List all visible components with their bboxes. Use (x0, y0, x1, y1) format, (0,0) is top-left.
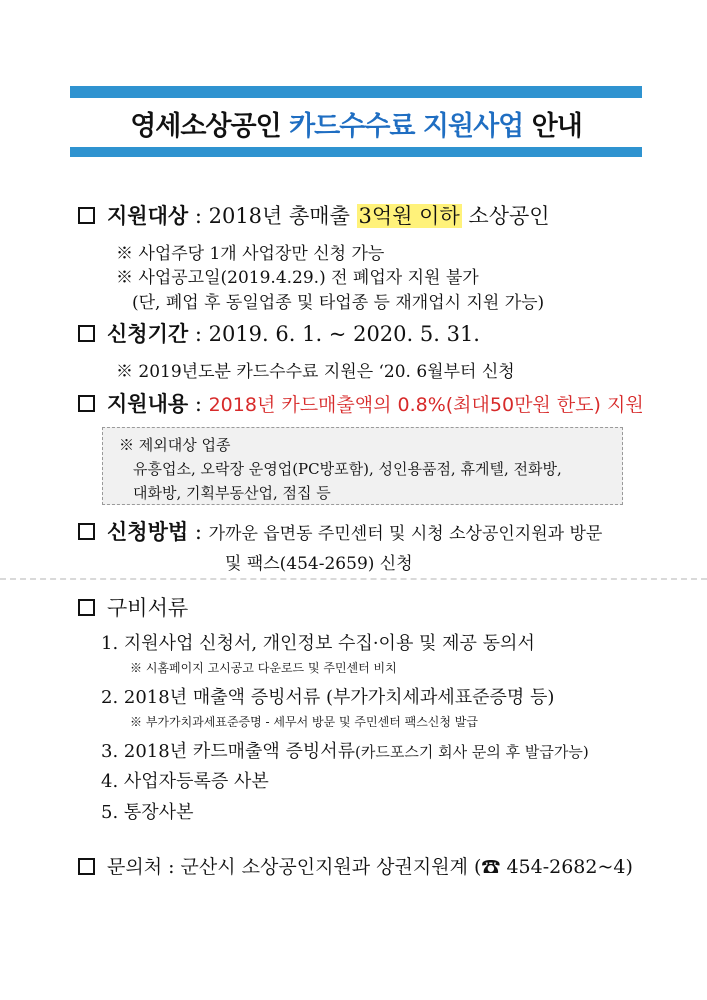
bottom-blue-bar (70, 147, 642, 157)
excluded-heading: ※ 제외대상 업종 (119, 436, 231, 454)
item-number: 4. (101, 771, 124, 792)
colon: : (162, 856, 181, 878)
checkbox-square-icon (78, 523, 95, 540)
checkbox-square-icon (78, 858, 95, 875)
document-item-5 (101, 798, 193, 824)
item-number: 2. (101, 687, 124, 708)
documents-section (78, 592, 188, 622)
document-item-4 (101, 767, 269, 793)
phone-icon: ☎ (481, 856, 501, 878)
checkbox-square-icon (78, 325, 95, 342)
divider (0, 578, 707, 580)
checkbox-square-icon (78, 395, 95, 412)
method-section (78, 516, 602, 546)
content-label: 지원내용 (107, 391, 189, 416)
item-text: 2018년 카드매출액 증빙서류 (123, 741, 356, 762)
title-part3: 안내 (523, 111, 582, 142)
target-note-3: (단, 폐업 후 동일업종 및 타업종 등 재개업시 지원 가능) (132, 293, 545, 313)
method-line-1: 가까운 읍면동 주민센터 및 시청 소상공인지원과 방문 (208, 524, 603, 544)
checkbox-square-icon (78, 207, 95, 224)
period-label: 신청기간 (107, 321, 189, 346)
method-label: 신청방법 (107, 519, 189, 544)
contact-section (78, 852, 633, 879)
item-number: 3. (101, 741, 124, 762)
top-blue-bar (70, 86, 642, 98)
excluded-box (102, 427, 623, 505)
page-title (70, 104, 642, 143)
contact-label: 문의처 (107, 856, 163, 878)
target-note-2: ※ 사업공고일(2019.4.29.) 전 폐업자 지원 불가 (116, 268, 479, 288)
title-part2: 카드수수료 지원사업 (289, 111, 524, 142)
checkbox-square-icon (78, 599, 95, 616)
item-extra: (카드포스기 회사 문의 후 발급가능) (355, 743, 589, 761)
item-text: 통장사본 (123, 802, 194, 823)
target-note-1: ※ 사업주당 1개 사업장만 신청 가능 (116, 244, 385, 264)
item-number: 5. (101, 802, 124, 823)
item-text: 지원사업 신청서, 개인정보 수집·이용 및 제공 동의서 (123, 633, 535, 654)
item-text: 사업자등록증 사본 (123, 771, 269, 792)
item-number: 1. (101, 633, 124, 654)
target-highlight: 3억원 이하 (358, 204, 460, 228)
target-text-after: 소상공인 (461, 204, 550, 228)
document-item-2 (101, 683, 554, 709)
documents-label: 구비서류 (107, 596, 189, 620)
excluded-line-2: 대화방, 기획부동산업, 점집 등 (133, 484, 331, 502)
content-section (78, 388, 644, 418)
period-section (78, 318, 480, 348)
document-item-3 (101, 737, 589, 763)
colon: : (188, 322, 209, 346)
title-part1: 영세소상공인 (130, 111, 290, 142)
target-text-before: 2018년 총매출 (208, 204, 357, 228)
content-text: 2018년 카드매출액의 0.8%(최대50만원 한도) 지원 (208, 394, 644, 416)
document-item-1 (101, 629, 535, 655)
period-text: 2019. 6. 1. ~ 2020. 5. 31. (208, 322, 480, 346)
colon: : (188, 392, 209, 416)
period-note: ※ 2019년도분 카드수수료 지원은 ‘20. 6월부터 신청 (116, 362, 515, 382)
method-line-2: 및 팩스(454-2659) 신청 (225, 554, 413, 574)
contact-text: 군산시 소상공인지원과 상권지원계 ( (180, 856, 482, 878)
document-item-1-note: ※ 시홈페이지 고시공고 다운로드 및 주민센터 비치 (130, 661, 397, 675)
target-label: 지원대상 (107, 203, 189, 228)
item-text: 2018년 매출액 증빙서류 (부가가치세과세표준증명 등) (123, 687, 555, 708)
colon: : (188, 204, 209, 228)
document-item-2-note: ※ 부가가치과세표준증명 - 세무서 방문 및 주민센터 팩스신청 발급 (130, 715, 478, 729)
target-section (78, 200, 550, 230)
colon: : (188, 520, 209, 544)
contact-phone: 454-2682~4) (500, 856, 633, 878)
excluded-line-1: 유흥업소, 오락장 운영업(PC방포함), 성인용품점, 휴게텔, 전화방, (133, 460, 562, 478)
